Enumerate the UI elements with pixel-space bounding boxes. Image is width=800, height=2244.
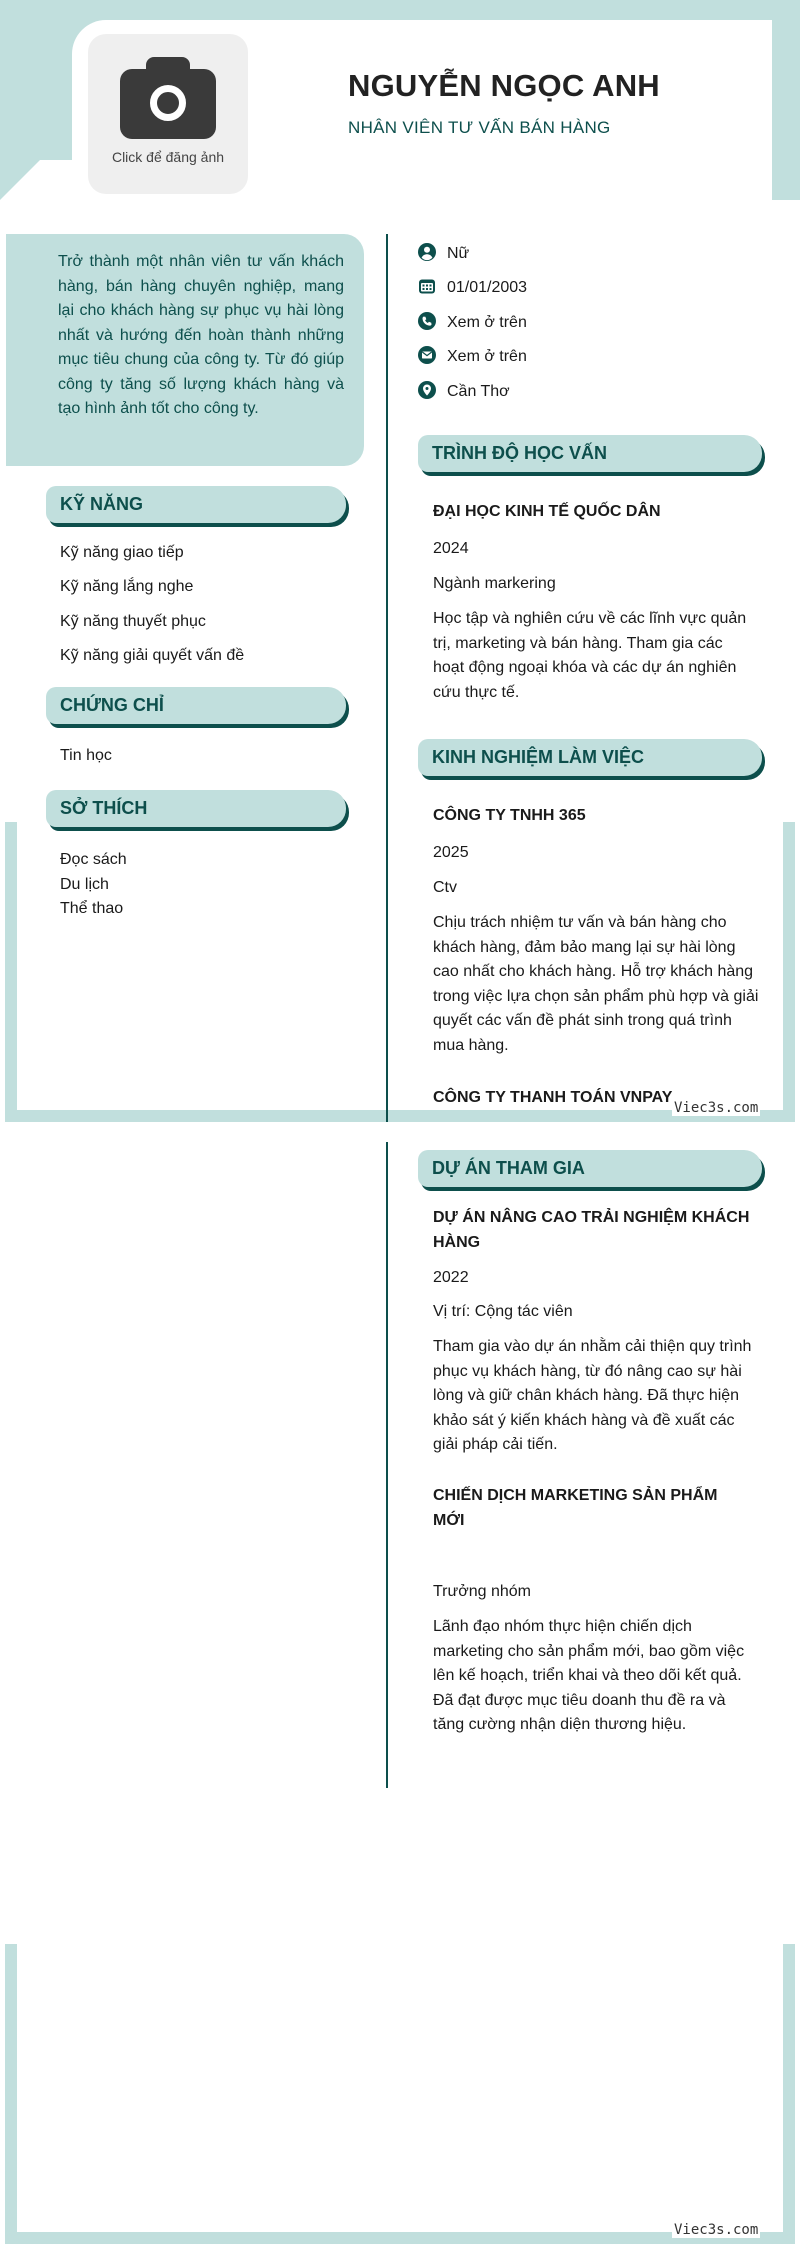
education-school: ĐẠI HỌC KINH TẾ QUỐC DÂN xyxy=(433,503,661,520)
project-name: CHIẾN DỊCH MARKETING SẢN PHẨM MỚI xyxy=(433,1487,718,1529)
experience-heading-text: KINH NGHIỆM LÀM VIỆC xyxy=(432,747,645,767)
page-border-left xyxy=(5,822,17,1122)
skill-item: Kỹ năng giải quyết vấn đề xyxy=(60,647,245,664)
skill-item: Kỹ năng thuyết phục xyxy=(60,613,206,630)
experience-year: 2025 xyxy=(433,844,469,861)
education-heading xyxy=(418,435,762,472)
certificates-heading-text: CHỨNG CHỈ xyxy=(60,695,164,715)
user-icon xyxy=(418,243,436,261)
location-icon xyxy=(418,381,436,399)
avatar-upload-label: Click để đăng ảnh xyxy=(111,149,225,165)
contact-birthday: 01/01/2003 xyxy=(447,279,528,296)
watermark-page2: Viec3s.com xyxy=(674,2222,759,2238)
hobbies-heading xyxy=(46,790,346,827)
career-objective-text: Trở thành một nhân viên tư vấn khách hàng, bán hàng chuyên nghiệp, mang lại cho khách hàng sự phục vụ hài lòng nhất và hướng đến hoàn thành những mục tiêu chung của công ty. Từ đó giúp công ty tăng số lượng khách hàng và tạo hình ảnh tốt cho công ty. xyxy=(58,253,344,417)
certificates-heading xyxy=(46,687,346,724)
career-objective xyxy=(6,234,364,466)
contact-address: Cần Thơ xyxy=(447,383,510,400)
column-divider-page2 xyxy=(386,1142,388,1788)
candidate-name: NGUYỄN NGỌC ANH xyxy=(348,68,660,103)
project-year: 2022 xyxy=(433,1269,469,1286)
contact-email: Xem ở trên xyxy=(447,348,527,365)
project-description: Tham gia vào dự án nhằm cải thiện quy trình phục vụ khách hàng, từ đó nâng cao sự hài lòng và giữ chân khách hàng. Đã thực hiện khảo sát ý kiến khách hàng và đề xuất các giải pháp cải tiến. xyxy=(433,1338,752,1453)
hobby-item: Thể thao xyxy=(60,900,124,917)
contact-gender: Nữ xyxy=(447,245,470,262)
email-icon xyxy=(418,346,436,364)
education-description: Học tập và nghiên cứu về các lĩnh vực quản trị, marketing và bán hàng. Tham gia các hoạt động ngoại khóa và các dự án nghiên cứu thực tế. xyxy=(433,610,747,701)
experience-company: CÔNG TY TNHH 365 xyxy=(433,807,586,824)
hobby-item: Đọc sách xyxy=(60,851,127,868)
experience-heading xyxy=(418,739,762,776)
education-year: 2024 xyxy=(433,540,469,557)
skill-item: Kỹ năng lắng nghe xyxy=(60,578,194,595)
page2-border-left xyxy=(5,1944,17,2244)
experience-position: Ctv xyxy=(433,879,457,896)
watermark: Viec3s.com xyxy=(674,1100,759,1116)
experience-description: Chịu trách nhiệm tư vấn và bán hàng cho khách hàng, đảm bảo mang lại sự hài lòng cao nhất cho khách hàng. Hỗ trợ khách hàng trong việc lựa chọn sản phẩm phù hợp và giải quyết các vấn đề phát sinh trong quá trình mua hàng. xyxy=(433,914,759,1054)
avatar-upload[interactable] xyxy=(88,34,248,194)
page-border-right xyxy=(783,822,795,1122)
projects-heading xyxy=(418,1150,762,1187)
skills-heading xyxy=(46,486,346,523)
skills-heading-text: KỸ NĂNG xyxy=(60,494,144,514)
experience-company: CÔNG TY THANH TOÁN VNPAY xyxy=(433,1089,673,1106)
project-role: Vị trí: Cộng tác viên xyxy=(433,1303,573,1320)
phone-icon xyxy=(418,312,436,330)
projects-heading-text: DỰ ÁN THAM GIA xyxy=(432,1158,585,1178)
certificate-item: Tin học xyxy=(60,747,112,764)
hobby-item: Du lịch xyxy=(60,876,109,893)
column-divider xyxy=(386,234,388,1122)
skill-item: Kỹ năng giao tiếp xyxy=(60,544,184,561)
project-description: Lãnh đạo nhóm thực hiện chiến dịch marketing cho sản phẩm mới, bao gồm việc lên kế hoạch, triển khai và theo dõi kết quả. Đã đạt được mục tiêu doanh thu đề ra và tăng cường nhận diện thương hiệu. xyxy=(433,1618,745,1733)
education-major: Ngành markering xyxy=(433,575,556,592)
candidate-title: NHÂN VIÊN TƯ VẤN BÁN HÀNG xyxy=(348,118,611,137)
project-role: Trưởng nhóm xyxy=(433,1583,531,1600)
camera-icon xyxy=(120,69,216,139)
calendar-icon xyxy=(418,277,436,295)
project-name: DỰ ÁN NÂNG CAO TRẢI NGHIỆM KHÁCH HÀNG xyxy=(433,1209,750,1251)
page2-border-right xyxy=(783,1944,795,2244)
contact-phone: Xem ở trên xyxy=(447,314,527,331)
education-heading-text: TRÌNH ĐỘ HỌC VẤN xyxy=(432,443,607,463)
hobbies-heading-text: SỞ THÍCH xyxy=(60,798,148,818)
